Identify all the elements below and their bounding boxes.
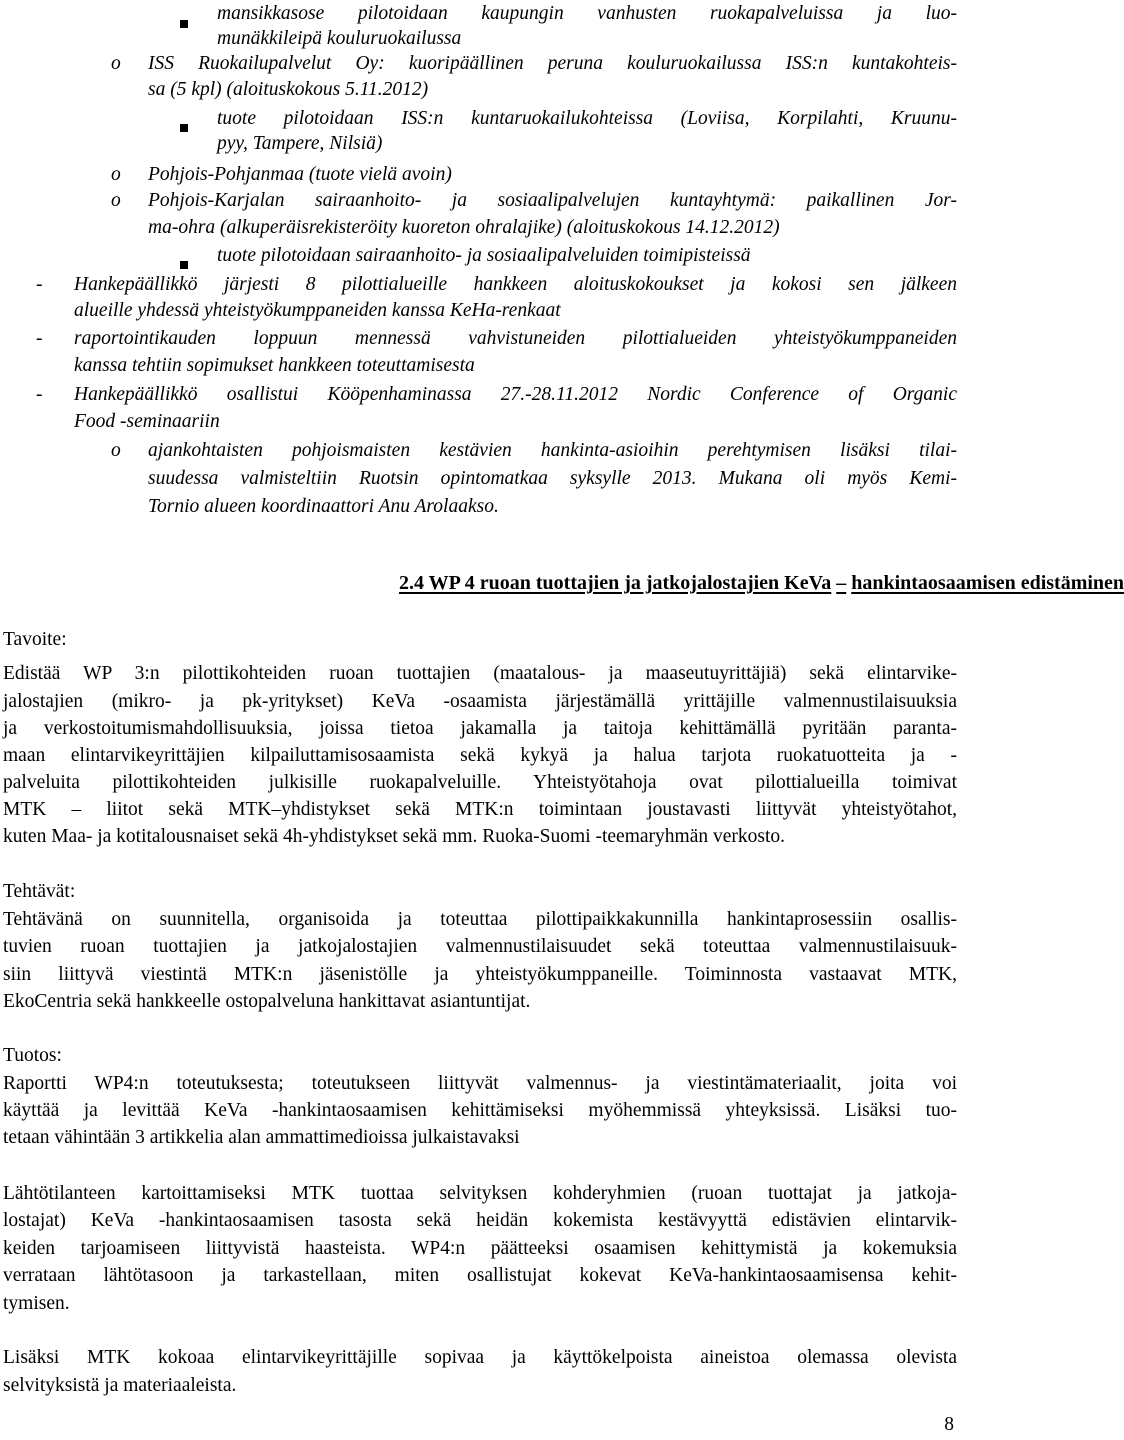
section-heading: 2.4 WP 4 ruoan tuottajien ja jatkojalostajien KeVa – hankintaosaamisen edistäminen — [399, 572, 1124, 594]
paragraph-line: lostajat) KeVa -hankintaosaamisen tasosta sekä heidän kokemista kestävyyttä edistävien elintarvik- — [3, 1210, 957, 1231]
list-line: ajankohtaisten pohjoismaisten kestävien hankinta-asioihin perehtymisen lisäksi tilai- — [148, 440, 957, 461]
paragraph-line: MTK – liitot sekä MTK–yhdistykset sekä MTK:n toimintaan joustavasti liittyvät yhteistyötahot, — [3, 799, 957, 820]
list-line: alueille yhdessä yhteistyökumppaneiden kanssa KeHa-renkaat — [74, 300, 561, 321]
bullet-square — [180, 9, 188, 36]
bullet-square — [180, 113, 188, 140]
paragraph-line: kuten Maa- ja kotitalousnaiset sekä 4h-yhdistykset sekä mm. Ruoka-Suomi -teemaryhmän verkosto. — [3, 826, 785, 847]
list-line: ISS Ruokailupalvelut Oy: kuoripäällinen peruna kouluruokailussa ISS:n kuntakohteis- — [148, 53, 957, 74]
paragraph-line: keiden tarjoamiseen liittyvistä haasteista. WP4:n päätteeksi osaamisen kehittymistä ja kokemuksia — [3, 1238, 957, 1259]
list-line: Pohjois-Karjalan sairaanhoito- ja sosiaalipalvelujen kuntayhtymä: paikallinen Jor- — [148, 190, 957, 211]
paragraph-line: jalostajien (mikro- ja pk-yritykset) KeVa -osaamista järjestämällä yrittäjille valmennustilaisuuksia — [3, 691, 957, 712]
paragraph-line: käyttää ja levittää KeVa -hankintaosaamisen kehittämiseksi myöhemmissä yhteyksissä. Lisäksi tuo- — [3, 1100, 957, 1121]
bullet-o: o — [111, 53, 121, 74]
list-line: kanssa tehtiin sopimukset hankkeen toteuttamisesta — [74, 355, 475, 376]
list-line: suudessa valmisteltiin Ruotsin opintomatkaa syksylle 2013. Mukana oli myös Kemi- — [148, 468, 957, 489]
paragraph-line: tetaan vähintään 3 artikkelia alan ammattimedioissa julkaistavaksi — [3, 1127, 520, 1148]
list-line: sa (5 kpl) (aloituskokous 5.11.2012) — [148, 79, 429, 100]
paragraph-line: Raportti WP4:n toteutuksesta; toteutukseen liittyvät valmennus- ja viestintämateriaalit, joita voi — [3, 1073, 957, 1094]
list-line: Food -seminaariin — [74, 411, 220, 432]
paragraph-line: Edistää WP 3:n pilottikohteiden ruoan tuottajien (maatalous- ja maaseutuyrittäjiä) sekä elintarvike- — [3, 663, 957, 684]
list-line: tuote pilotoidaan ISS:n kuntaruokailukohteissa (Loviisa, Korpilahti, Kruunu- — [217, 108, 957, 129]
list-line: raportointikauden loppuun mennessä vahvistuneiden pilottialueiden yhteistyökumppaneiden — [74, 328, 957, 349]
list-line: munäkkileipä kouluruokailussa — [217, 28, 462, 49]
paragraph-line: verrataan lähtötasoon ja tarkastellaan, miten osallistujat kokevat KeVa-hankintaosaamisensa kehit- — [3, 1265, 957, 1286]
paragraph-line: tuvien ruoan tuottajien ja jatkojalostajien valmennustilaisuudet sekä toteuttaa valmennustilaisuuk- — [3, 936, 957, 957]
list-line: ma-ohra (alkuperäisrekisteröity kuoreton ohralajike) (aloituskokous 14.12.2012) — [148, 217, 780, 238]
list-line: pyy, Tampere, Nilsiä) — [217, 133, 383, 154]
paragraph-line: maan elintarvikeyrittäjien kilpailuttamisosaamista sekä kykyä ja halua tarjota ruokatuotteita ja - — [3, 745, 957, 766]
list-line: mansikkasose pilotoidaan kaupungin vanhusten ruokapalveluissa ja luo- — [217, 3, 957, 24]
tavoite-label: Tavoite: — [3, 629, 67, 650]
list-line: tuote pilotoidaan sairaanhoito- ja sosiaalipalveluiden toimipisteissä — [217, 245, 751, 266]
paragraph-line: Lähtötilanteen kartoittamiseksi MTK tuottaa selvityksen kohderyhmien (ruoan tuottajat ja jatkoja- — [3, 1183, 957, 1204]
page-number: 8 — [944, 1414, 954, 1435]
bullet-o: o — [111, 164, 121, 185]
paragraph-line: selvityksistä ja materiaaleista. — [3, 1375, 237, 1396]
bullet-dash: - — [36, 384, 43, 405]
list-line: Pohjois-Pohjanmaa (tuote vielä avoin) — [148, 164, 452, 185]
list-line: Hankepäällikkö osallistui Kööpenhaminassa 27.-28.11.2012 Nordic Conference of Organic — [74, 384, 957, 405]
tuotos-label: Tuotos: — [3, 1045, 62, 1066]
paragraph-line: palveluita pilottikohteiden julkisille ruokapalveluille. Yhteistyötahoja ovat pilottialueilla toimivat — [3, 772, 957, 793]
bullet-dash: - — [36, 274, 43, 295]
paragraph-line: siin liittyvä viestintä MTK:n jäsenistölle ja yhteistyökumppaneille. Toiminnosta vastaavat MTK, — [3, 964, 957, 985]
list-line: Tornio alueen koordinaattori Anu Arolaakso. — [148, 496, 499, 517]
paragraph-line: Lisäksi MTK kokoaa elintarvikeyrittäjille sopivaa ja käyttökelpoista aineistoa olemassa olevista — [3, 1347, 957, 1368]
tehtavat-label: Tehtävät: — [3, 881, 76, 902]
bullet-o: o — [111, 190, 121, 211]
bullet-o: o — [111, 440, 121, 461]
list-line: Hankepäällikkö järjesti 8 pilottialueille hankkeen aloituskokoukset ja kokosi sen jälkeen — [74, 274, 957, 295]
paragraph-line: tymisen. — [3, 1293, 70, 1314]
bullet-dash: - — [36, 328, 43, 349]
paragraph-line: ja verkostoitumismahdollisuuksia, joissa tietoa jakamalla ja taitoja kehittämällä pyritään paranta- — [3, 718, 957, 739]
paragraph-line: EkoCentria sekä hankkeelle ostopalveluna hankittavat asiantuntijat. — [3, 991, 531, 1012]
paragraph-line: Tehtävänä on suunnitella, organisoida ja toteuttaa pilottipaikkakunnilla hankintaprosessiin osallis- — [3, 909, 957, 930]
